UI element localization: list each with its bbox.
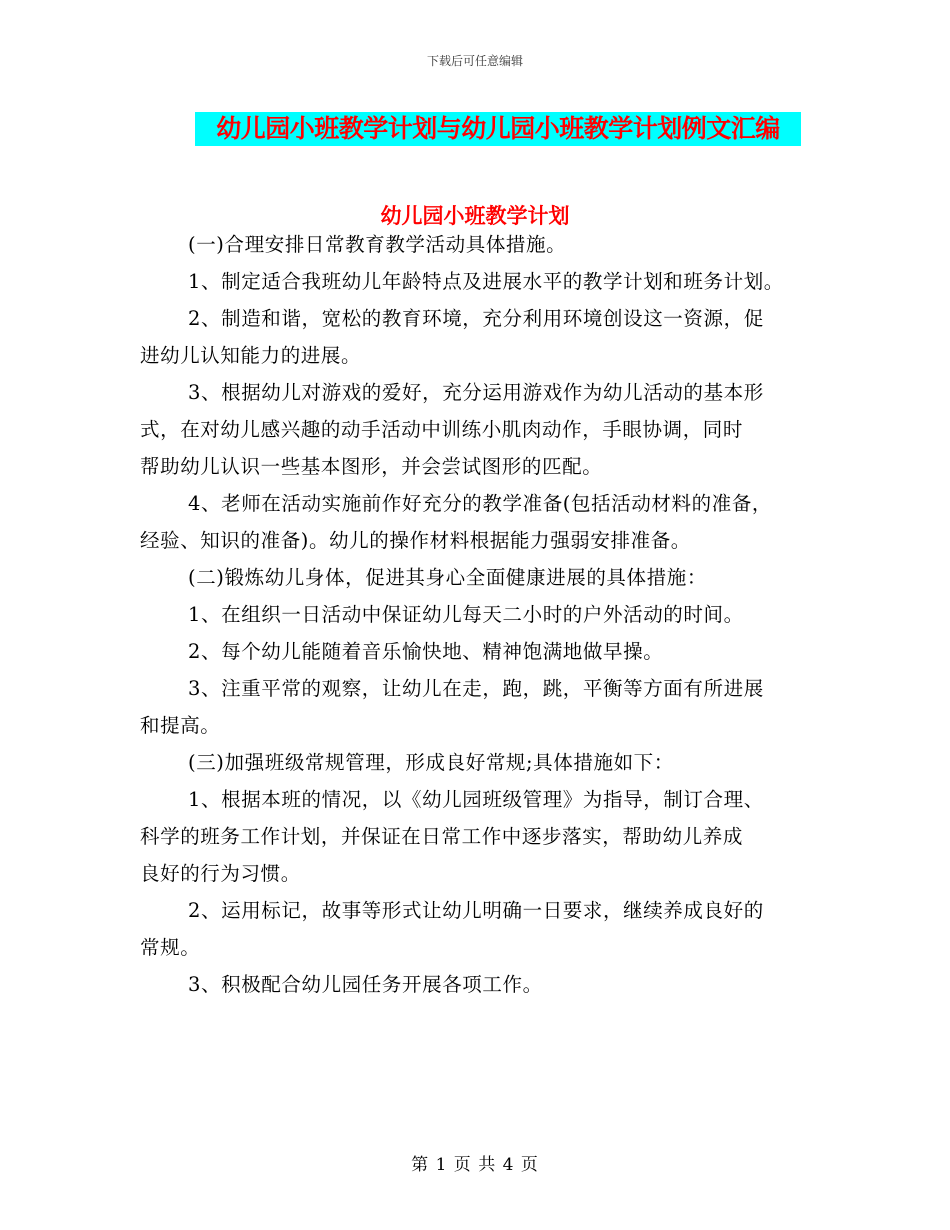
body-paragraph	[140, 300, 820, 374]
paragraph-line: 式，在对幼儿感兴趣的动手活动中训练小肌肉动作，手眼协调，同时	[140, 418, 744, 441]
paragraph-line: 2、运用标记，故事等形式让幼儿明确一日要求，继续养成良好的	[188, 899, 764, 922]
paragraph-line: 1、制定适合我班幼儿年龄特点及进展水平的教学计划和班务计划。	[188, 270, 784, 293]
paragraph-line: 1、在组织一日活动中保证幼儿每天二小时的户外活动的时间。	[188, 603, 744, 626]
body-paragraph	[140, 633, 820, 670]
body-paragraph	[140, 670, 820, 744]
paragraph-line: (三)加强班级常规管理，形成良好常规;具体措施如下：	[188, 751, 674, 774]
paragraph-line: 2、制造和谐，宽松的教育环境，充分利用环境创设这一资源，促	[188, 307, 764, 330]
paragraph-line: 帮助幼儿认识一些基本图形，并会尝试图形的匹配。	[140, 455, 603, 478]
paragraph-line: 3、注重平常的观察，让幼儿在走，跑，跳，平衡等方面有所进展	[188, 677, 764, 700]
body-paragraph	[140, 781, 820, 892]
body-paragraph	[140, 596, 820, 633]
body-paragraph	[140, 263, 820, 300]
paragraph-line: 4、老师在活动实施前作好充分的教学准备(包括活动材料的准备，	[188, 492, 773, 515]
paragraph-line: 进幼儿认知能力的进展。	[140, 344, 362, 367]
header-note: 下载后可任意编辑	[426, 54, 523, 68]
document-title: 幼儿园小班教学计划与幼儿园小班教学计划例文汇编	[195, 112, 801, 146]
body-paragraph	[140, 374, 820, 485]
body-paragraph	[140, 892, 820, 966]
document-body	[140, 226, 820, 1003]
paragraph-line: 经验、知识的准备)。幼儿的操作材料根据能力强弱安排准备。	[140, 529, 691, 552]
paragraph-line: (一)合理安排日常教育教学活动具体措施。	[188, 233, 567, 256]
paragraph-line: 良好的行为习惯。	[140, 862, 301, 885]
section-title: 幼儿园小班教学计划	[380, 203, 570, 228]
body-paragraph	[140, 226, 820, 263]
paragraph-line: 3、积极配合幼儿园任务开展各项工作。	[188, 973, 543, 996]
paragraph-line: 1、根据本班的情况，以《幼儿园班级管理》为指导，制订合理、	[188, 788, 764, 811]
body-paragraph	[140, 966, 820, 1003]
paragraph-line: 常规。	[140, 936, 201, 959]
paragraph-line: (二)锻炼幼儿身体，促进其身心全面健康进展的具体措施：	[188, 566, 707, 589]
body-paragraph	[140, 744, 820, 781]
paragraph-line: 3、根据幼儿对游戏的爱好，充分运用游戏作为幼儿活动的基本形	[188, 381, 764, 404]
body-paragraph	[140, 485, 820, 559]
body-paragraph	[140, 559, 820, 596]
paragraph-line: 2、每个幼儿能随着音乐愉快地、精神饱满地做早操。	[188, 640, 664, 663]
paragraph-line: 和提高。	[140, 714, 221, 737]
page-number: 第 1 页 共 4 页	[411, 1155, 539, 1175]
paragraph-line: 科学的班务工作计划，并保证在日常工作中逐步落实，帮助幼儿养成	[140, 825, 744, 848]
